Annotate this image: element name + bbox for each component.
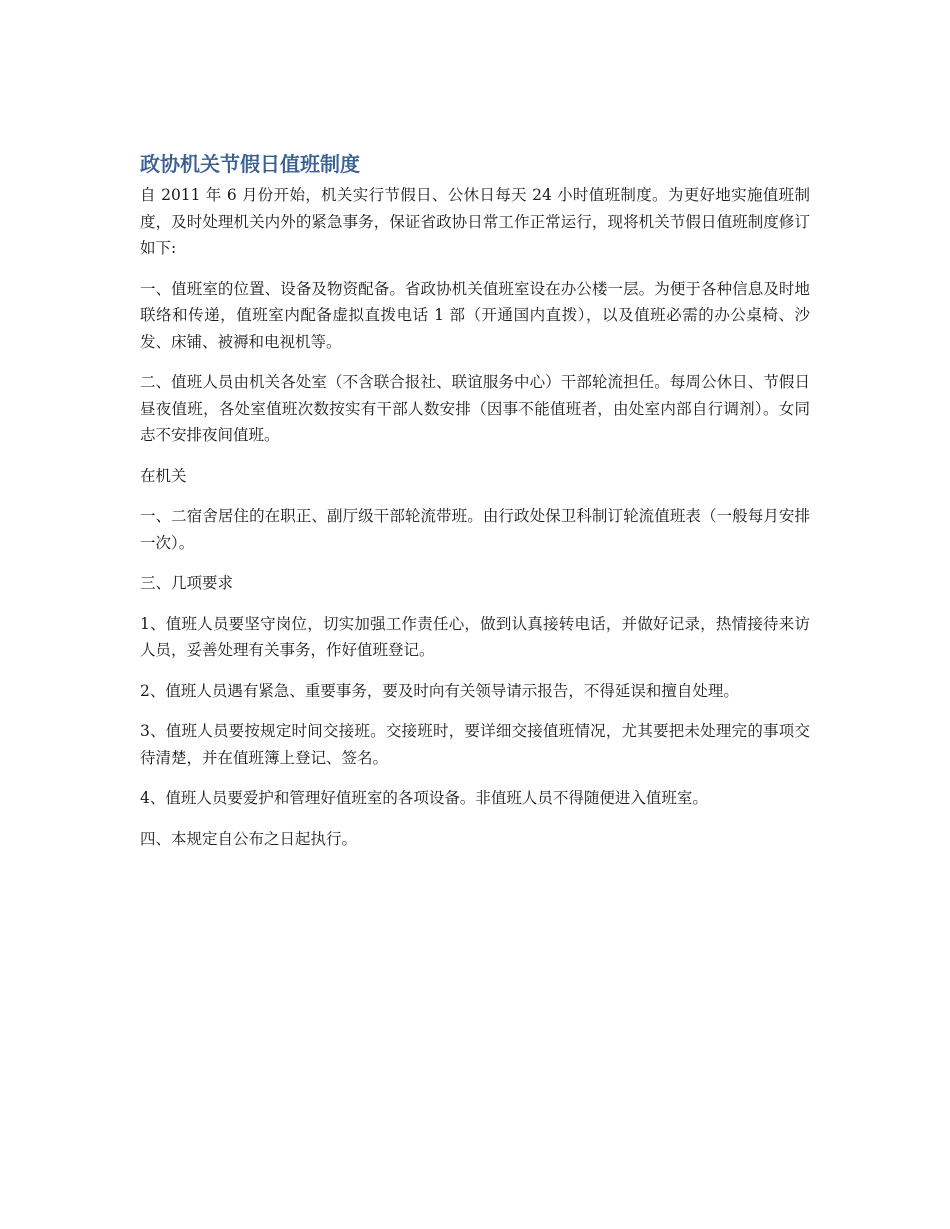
paragraph-requirement-1: 1、值班人员要坚守岗位，切实加强工作责任心，做到认真接转电话，并做好记录，热情接待来访人员，妥善处理有关事务，作好值班登记。 (140, 614, 810, 659)
paragraph-section-1: 一、值班室的位置、设备及物资配备。省政协机关值班室设在办公楼一层。为便于各种信息及时地联络和传递，值班室内配备虚拟直拨电话 1 部（开通国内直拨），以及值班必需的办公桌椅、沙发、床铺、被褥和电视机等。 (140, 279, 810, 351)
paragraph-requirement-4: 4、值班人员要爱护和管理好值班室的各项设备。非值班人员不得随便进入值班室。 (140, 789, 708, 807)
paragraph-in-office: 在机关 (140, 466, 187, 485)
document-title: 政协机关节假日值班制度 (140, 152, 360, 176)
paragraph-section-4: 四、本规定自公布之日起执行。 (140, 829, 358, 848)
paragraph-requirement-2: 2、值班人员遇有紧急、重要事务，要及时向有关领导请示报告，不得延误和擅自处理。 (140, 681, 739, 700)
paragraph-intro: 自 2011 年 6 月份开始，机关实行节假日、公休日每天 24 小时值班制度。为更好地实施值班制度，及时处理机关内外的紧急事务，保证省政协日常工作正常运行，现将机关节假日值班制度修订如下: (140, 186, 810, 257)
paragraph-requirement-3: 3、值班人员要按规定时间交接班。交接班时，要详细交接值班情况，尤其要把未处理完的事项交待清楚，并在值班簿上登记、签名。 (140, 722, 810, 767)
paragraph-section-2: 二、值班人员由机关各处室（不含联合报社、联谊服务中心）干部轮流担任。每周公休日、节假日昼夜值班，各处室值班次数按实有干部人数安排（因事不能值班者，由处室内部自行调剂）。女同志不安排夜间值班。 (140, 373, 810, 444)
paragraph-duty-lead: 一、二宿舍居住的在职正、副厅级干部轮流带班。由行政处保卫科制订轮流值班表（一般每月安排一次）。 (140, 507, 810, 552)
paragraph-section-3-heading: 三、几项要求 (140, 574, 234, 592)
document-body (140, 150, 810, 866)
